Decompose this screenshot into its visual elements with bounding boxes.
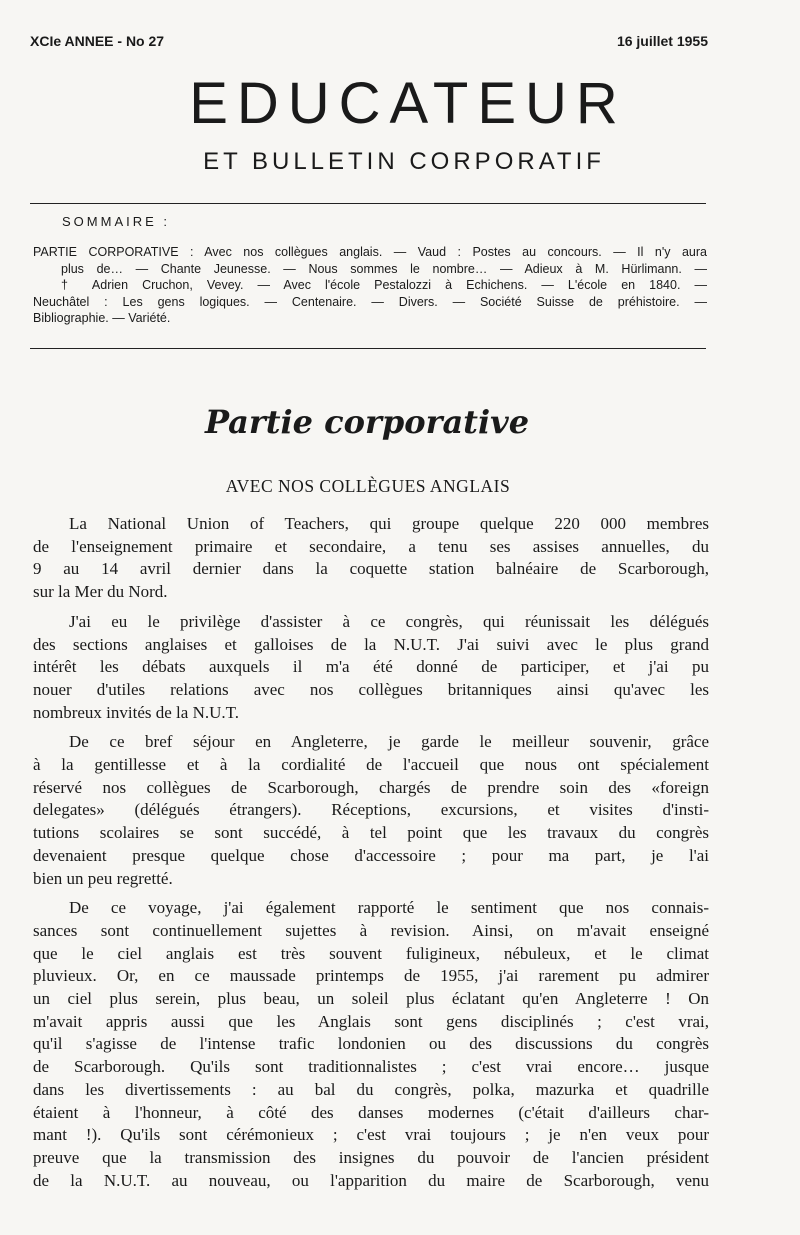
- sommaire-heading: SOMMAIRE :: [62, 214, 171, 229]
- text-line: nombreux invités de la N.U.T.: [33, 702, 240, 722]
- paragraph: [33, 611, 709, 725]
- text-line: preuve que la transmission des insignes du pouvoir de l'ancien président: [33, 1147, 709, 1167]
- text-line: bien un peu regretté.: [33, 868, 173, 888]
- article-title: AVEC NOS COLLÈGUES ANGLAIS: [225, 476, 511, 496]
- text-line: étaient à l'honneur, à côté des danses modernes (c'était d'ailleurs char-: [33, 1102, 709, 1122]
- divider-top: [30, 203, 706, 204]
- summary-line: Bibliographie. — Variété.: [33, 311, 171, 325]
- text-line: pluvieux. Or, en ce maussade printemps de 1955, j'ai rarement pu admirer: [33, 966, 709, 986]
- text-line: que le ciel anglais est très souvent fuligineux, nébuleux, et le climat: [33, 943, 709, 963]
- header-line: [30, 33, 708, 49]
- text-line: delegates» (délégués étrangers). Réceptions, excursions, et visites d'insti-: [33, 800, 709, 820]
- paragraph: [33, 513, 709, 604]
- text-line: intérêt les débats auxquels il m'a été donné de participer, et j'ai pu: [33, 657, 709, 677]
- text-line: 9 au 14 avril dernier dans la coquette station balnéaire de Scarborough,: [33, 559, 709, 579]
- text-line: réservé nos collègues de Scarborough, chargés de prendre soin des «foreign: [33, 777, 709, 797]
- text-line: mant !). Qu'ils sont cérémonieux ; c'est vrai toujours ; je n'en veux pour: [33, 1125, 709, 1145]
- text-line: dans les divertissements : au bal du congrès, polka, mazurka et quadrille: [33, 1079, 709, 1099]
- text-line: de l'enseignement primaire et secondaire, a tenu ses assises annuelles, du: [33, 536, 709, 556]
- text-line: des sections anglaises et galloises de la N.U.T. J'ai suivi avec le plus grand: [33, 634, 709, 654]
- summary-line: † Adrien Cruchon, Vevey. — Avec l'école Pestalozzi à Echichens. — L'école en 1840. —: [61, 278, 707, 292]
- divider-bottom: [30, 348, 706, 349]
- article-body: [33, 513, 709, 1199]
- text-line: De ce voyage, j'ai également rapporté le sentiment que nos connais-: [69, 898, 709, 918]
- text-line: devenaient presque quelque chose d'accessoire ; pour ma part, je l'ai: [33, 845, 709, 865]
- text-line: sances sont continuellement sujettes à revision. Ainsi, on m'avait enseigné: [33, 920, 709, 940]
- summary-line: PARTIE CORPORATIVE : Avec nos collègues anglais. — Vaud : Postes au concours. — Il n'y aura: [33, 245, 707, 259]
- text-line: à la gentillesse et à la cordialité de l'accueil que nous ont spécialement: [33, 755, 709, 775]
- text-line: m'avait appris aussi que les Anglais sont gens disciplinés ; c'est vrai,: [33, 1011, 709, 1031]
- text-line: un ciel plus serein, plus beau, un soleil plus éclatant qu'en Angleterre ! On: [33, 989, 709, 1009]
- text-line: sur la Mer du Nord.: [33, 582, 168, 602]
- section-title: Partie corporative: [204, 403, 530, 441]
- text-line: De ce bref séjour en Angleterre, je garde le meilleur souvenir, grâce: [69, 732, 709, 752]
- text-line: tutions scolaires se sont succédé, à tel point que les travaux du congrès: [33, 823, 709, 843]
- summary-line: Neuchâtel : Les gens logiques. — Centenaire. — Divers. — Société Suisse de préhistoire. —: [33, 294, 707, 309]
- paragraph: [33, 731, 709, 890]
- issue-number: XCIe ANNEE - No 27: [30, 33, 165, 49]
- paragraph: [33, 897, 709, 1192]
- text-line: nouer d'utiles relations avec nos collègues britanniques ainsi qu'avec les: [33, 679, 709, 699]
- text-line: de Scarborough. Qu'ils sont traditionnalistes ; c'est vrai encore… jusque: [33, 1057, 709, 1077]
- text-line: qu'il s'agisse de l'intense trafic londonien ou des discussions du congrès: [33, 1034, 709, 1054]
- text-line: La National Union of Teachers, qui groupe quelque 220 000 membres: [69, 514, 709, 533]
- summary-line: plus de… — Chante Jeunesse. — Nous sommes le nombre… — Adieux à M. Hürlimann. —: [61, 261, 707, 276]
- journal-title: EDUCATEUR: [189, 71, 627, 136]
- text-line: de la N.U.T. au nouveau, ou l'apparition du maire de Scarborough, venu: [33, 1170, 709, 1190]
- issue-date: 16 juillet 1955: [616, 33, 708, 49]
- sommaire-summary: [33, 244, 707, 327]
- journal-subtitle: ET BULLETIN CORPORATIF: [203, 148, 605, 175]
- text-line: J'ai eu le privilège d'assister à ce congrès, qui réunissait les délégués: [69, 611, 709, 631]
